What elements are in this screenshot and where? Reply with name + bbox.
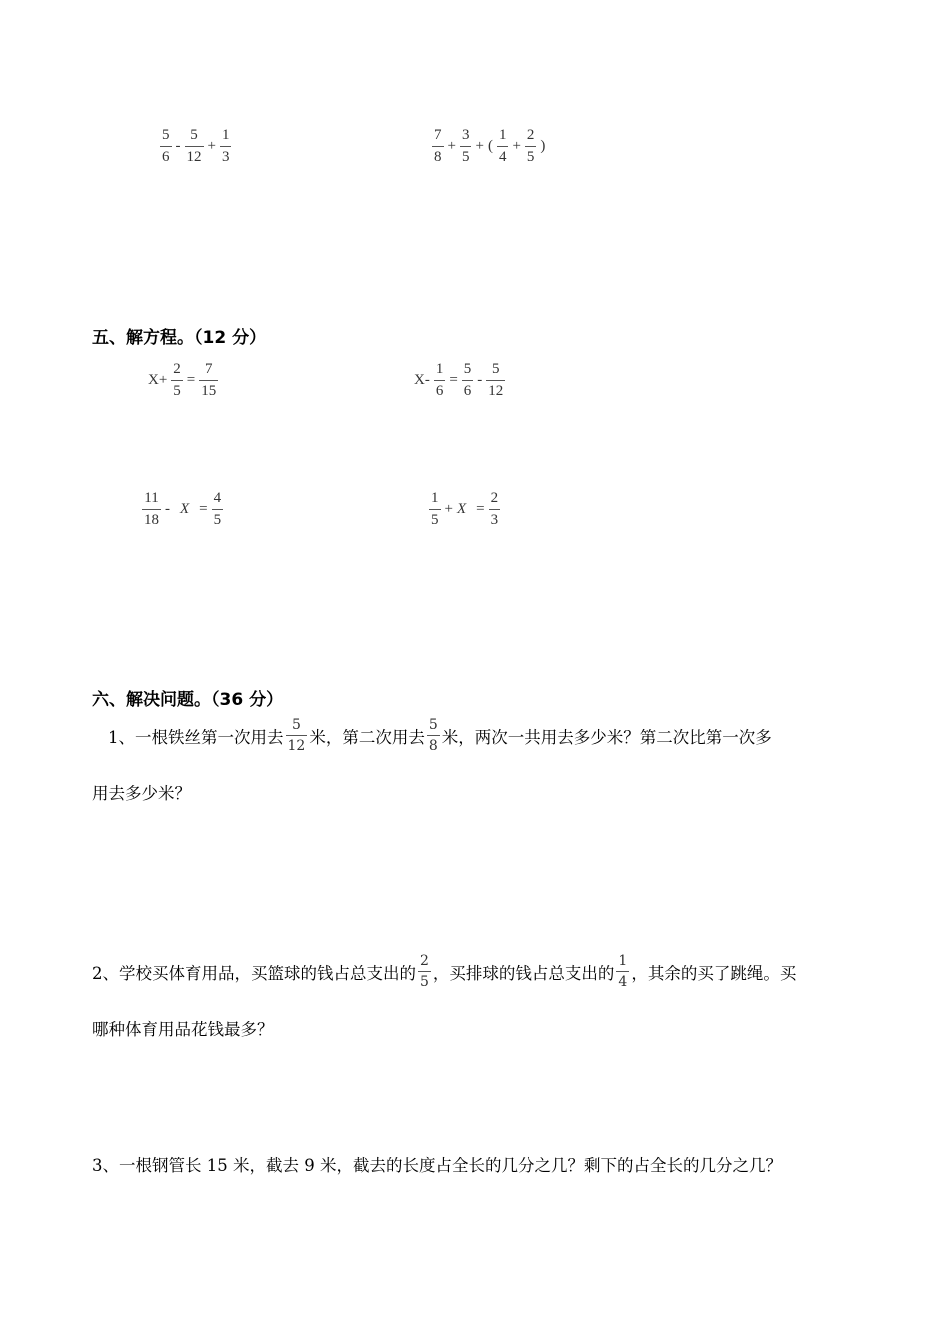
- problem-2-line-2: 哪种体育用品花钱最多？: [92, 1020, 274, 1039]
- equation-2: [412, 362, 507, 399]
- numerator: 2: [420, 953, 429, 969]
- fraction: [160, 128, 172, 165]
- denominator: 8: [427, 735, 440, 753]
- problem-1: [108, 718, 772, 753]
- fraction: [212, 491, 224, 528]
- denominator: 15: [199, 380, 218, 399]
- section-5-title: 五、解方程。（12 分）: [92, 328, 267, 348]
- fraction: [429, 491, 441, 528]
- equation-prefix: X+: [148, 372, 168, 388]
- problem-text: ，其余的买了跳绳。买: [631, 963, 797, 983]
- fraction: [171, 362, 183, 399]
- numerator: 3: [461, 127, 470, 143]
- operator: -: [477, 372, 483, 388]
- variable-x: X: [456, 501, 467, 517]
- denominator: 5: [171, 380, 183, 399]
- operator: +: [444, 501, 453, 517]
- numerator: 2: [173, 361, 181, 377]
- fraction: [427, 718, 440, 753]
- denominator: 6: [434, 380, 446, 399]
- equals-sign: =: [199, 501, 208, 517]
- denominator: 12: [486, 380, 505, 399]
- operator: +: [475, 138, 484, 154]
- fraction: [489, 491, 501, 528]
- denominator: 18: [142, 509, 161, 528]
- calc-expression-1: [158, 128, 233, 165]
- numerator: 2: [490, 490, 499, 506]
- numerator: 2: [526, 127, 535, 143]
- fraction: [142, 491, 161, 528]
- problem-text: 2、学校买体育用品，买篮球的钱占总支出的: [92, 963, 416, 983]
- numerator: 1: [435, 361, 444, 377]
- denominator: 5: [429, 509, 441, 528]
- equation-prefix: X-: [414, 372, 430, 388]
- denominator: 5: [460, 146, 472, 165]
- denominator: 3: [220, 146, 232, 165]
- fraction: [199, 362, 218, 399]
- section-6-title: 六、解决问题。（36 分）: [92, 690, 284, 710]
- numerator: 5: [162, 127, 170, 143]
- fraction: [286, 718, 308, 753]
- variable-x: X: [180, 501, 190, 517]
- equals-sign: =: [186, 372, 196, 388]
- problem-text: 1、一根铁丝第一次用去: [108, 727, 284, 747]
- fraction: [486, 362, 505, 399]
- problem-text: 米，两次一共用去多少米？第二次比第一次多: [441, 727, 772, 747]
- denominator: 6: [160, 146, 172, 165]
- numerator: 11: [144, 490, 159, 506]
- denominator: 12: [185, 146, 204, 165]
- fraction: [616, 954, 629, 989]
- fraction: [220, 128, 232, 165]
- numerator: 7: [205, 361, 213, 377]
- denominator: 5: [212, 509, 224, 528]
- equals-sign: =: [449, 372, 458, 388]
- numerator: 1: [618, 953, 628, 969]
- fraction: [525, 128, 537, 165]
- denominator: 6: [462, 380, 474, 399]
- equation-1: [146, 362, 220, 399]
- fraction: [460, 128, 472, 165]
- numerator: 1: [431, 490, 439, 506]
- fraction: [185, 128, 204, 165]
- paren-left: (: [487, 138, 493, 154]
- numerator: 5: [463, 361, 472, 377]
- fraction: [432, 128, 444, 165]
- operator: -: [175, 138, 181, 154]
- problem-1-line-2: 用去多少米？: [92, 784, 191, 803]
- operator: +: [447, 138, 456, 154]
- calc-expression-2: [430, 128, 547, 165]
- denominator: 3: [489, 509, 501, 528]
- operator: -: [165, 501, 170, 517]
- fraction: [497, 128, 509, 165]
- equation-4: [427, 491, 502, 528]
- numerator: 1: [498, 127, 507, 143]
- numerator: 5: [190, 127, 198, 143]
- problem-3: 3、一根钢管长 15 米，截去 9 米，截去的长度占全长的几分之几？剩下的占全长的几分之几？: [92, 1156, 782, 1175]
- denominator: 12: [286, 735, 308, 753]
- equation-3: [140, 491, 225, 528]
- numerator: 4: [213, 490, 222, 506]
- denominator: 5: [418, 971, 431, 989]
- fraction: [462, 362, 474, 399]
- denominator: 4: [616, 971, 629, 989]
- fraction: [418, 954, 431, 989]
- operator: +: [512, 138, 521, 154]
- numerator: 1: [221, 127, 230, 143]
- operator: +: [207, 138, 216, 154]
- numerator: 5: [291, 717, 301, 733]
- equals-sign: =: [476, 501, 485, 517]
- denominator: 8: [432, 146, 444, 165]
- denominator: 5: [525, 146, 537, 165]
- numerator: 5: [492, 361, 500, 377]
- numerator: 5: [428, 717, 438, 733]
- problem-text: ，买排球的钱占总支出的: [432, 963, 615, 983]
- denominator: 4: [497, 146, 509, 165]
- numerator: 7: [434, 127, 442, 143]
- problem-text: 米，第二次用去: [309, 727, 425, 747]
- fraction: [434, 362, 446, 399]
- problem-2: [92, 954, 796, 989]
- paren-right: ): [540, 138, 546, 154]
